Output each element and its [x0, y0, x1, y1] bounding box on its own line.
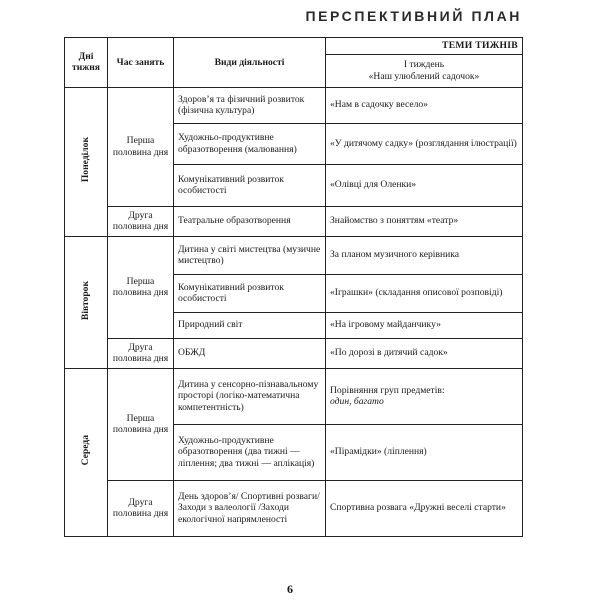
- activity-cell: Дитина у сенсорно-пізнавальному просторі (логіко-математична компетентність): [174, 368, 326, 424]
- activity-cell: Дитина у світі мистецтва (музичне мистецтво): [174, 236, 326, 274]
- page-number: 6: [287, 582, 293, 596]
- header-topics: ТЕМИ ТИЖНІВ: [326, 38, 523, 55]
- header-row-1: [65, 38, 523, 55]
- topic-cell: «На ігровому майданчику»: [326, 312, 523, 338]
- activity-cell: Театральне образотворення: [174, 206, 326, 236]
- header-week-line2: «Наш улюблений садочок»: [368, 70, 480, 82]
- time-cell: Перша половина дня: [108, 236, 174, 338]
- time-cell: Друга половина дня: [108, 338, 174, 368]
- header-activities: Види діяльності: [174, 38, 326, 88]
- topic-text: Порівняння груп предметів:: [330, 384, 445, 396]
- day-cell-monday: [65, 87, 108, 236]
- time-cell: Перша половина дня: [108, 368, 174, 480]
- topic-cell: «Олівці для Оленки»: [326, 164, 523, 206]
- table-row: [65, 480, 523, 536]
- day-cell-tuesday: [65, 236, 108, 368]
- activity-cell: ОБЖД: [174, 338, 326, 368]
- day-label: Понеділок: [80, 137, 92, 183]
- activity-cell: Природний світ: [174, 312, 326, 338]
- plan-table: [64, 37, 523, 537]
- day-cell-wednesday: [65, 368, 108, 536]
- header-week: [326, 54, 523, 87]
- topic-cell: [326, 368, 523, 424]
- time-cell: Друга половина дня: [108, 480, 174, 536]
- topic-cell: «Нам в садочку весело»: [326, 87, 523, 123]
- time-cell: Перша половина дня: [108, 87, 174, 206]
- activity-cell: Художньо-продуктивне образотворення (малювання): [174, 123, 326, 164]
- table-row: [65, 368, 523, 424]
- topic-cell: «Пірамідки» (ліплення): [326, 424, 523, 480]
- time-cell: Друга половина дня: [108, 206, 174, 236]
- table-row: [65, 206, 523, 236]
- activity-cell: Комунікативний розвиток особистості: [174, 274, 326, 312]
- topic-cell: «У дитячому садку» (розглядання ілюстрації): [326, 123, 523, 164]
- topic-cell: Спортивна розвага «Дружні веселі старти»: [326, 480, 523, 536]
- page-title: ПЕРСПЕКТИВНИЙ ПЛАН: [305, 8, 522, 24]
- activity-cell: Художньо-продуктивне образотворення (два тижні — ліплення; два тижні — аплікація): [174, 424, 326, 480]
- table-row: [65, 236, 523, 274]
- day-label: Середа: [80, 435, 92, 466]
- day-label: Вівторок: [80, 280, 92, 320]
- activity-cell: День здоров’я/ Спортивні розваги/ Заходи з валеології /Заходи екологічної напрямленості: [174, 480, 326, 536]
- header-week-line1: І тиждень: [403, 59, 445, 70]
- topic-italic: один, багато: [330, 396, 384, 408]
- topic-cell: «По дорозі в дитячий садок»: [326, 338, 523, 368]
- topic-cell: Знайомство з поняттям «театр»: [326, 206, 523, 236]
- table-row: [65, 338, 523, 368]
- activity-cell: Комунікативний розвиток особистості: [174, 164, 326, 206]
- topic-cell: «Іграшки» (складання описової розповіді): [326, 274, 523, 312]
- topic-cell: За планом музичного керівника: [326, 236, 523, 274]
- table-row: [65, 87, 523, 123]
- header-days: Дні тижня: [65, 38, 108, 88]
- header-time: Час занять: [108, 38, 174, 88]
- activity-cell: Здоров’я та фізичний розвиток (фізична культура): [174, 87, 326, 123]
